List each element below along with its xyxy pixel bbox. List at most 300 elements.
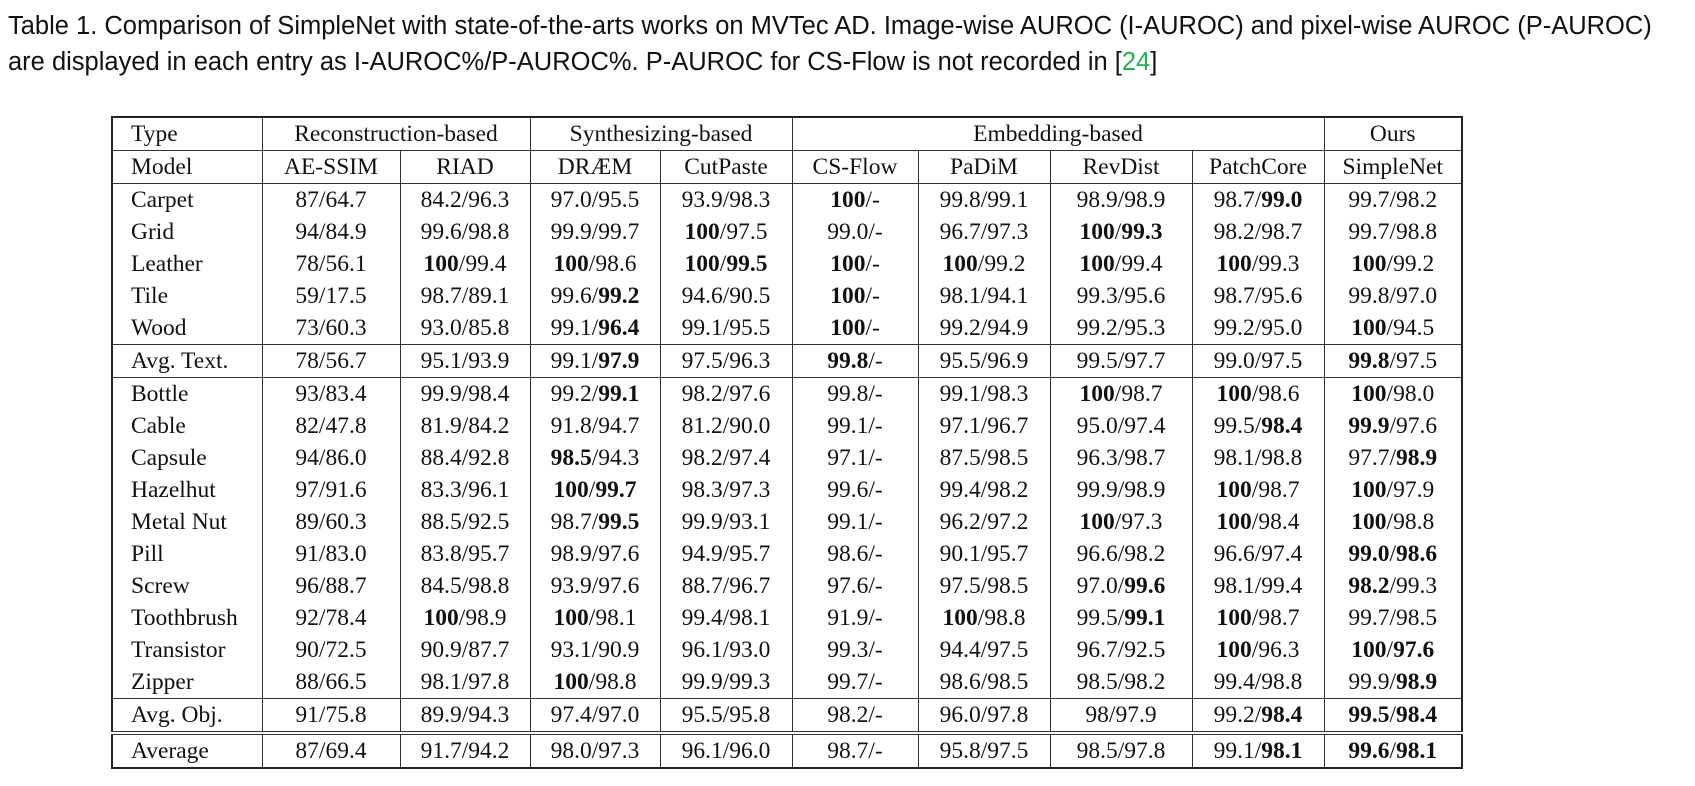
separator: / [318,315,326,341]
table-cell [792,666,918,699]
separator: / [591,283,599,309]
table-cell [1050,538,1192,570]
model-label: Model [112,151,262,184]
p-auroc-value: 97.4 [729,445,771,471]
row-label: Capsule [112,442,262,474]
table-cell [530,733,660,768]
i-auroc-value: 100 [1216,381,1252,407]
group-synthesizing: Synthesizing-based [530,117,792,151]
table-cell [1324,602,1462,634]
table-cell [792,248,918,280]
i-auroc-value: 100 [684,219,720,245]
p-auroc-value: 97.5 [987,738,1029,764]
table-cell [1192,666,1324,699]
i-auroc-value: 96.1 [681,738,723,764]
i-auroc-value: 98 [1085,702,1109,728]
i-auroc-value: 99.0 [827,219,869,245]
separator: / [1117,637,1125,663]
table-cell [1050,312,1192,345]
i-auroc-value: 97.4 [550,702,592,728]
table-row [112,733,1462,768]
i-auroc-value: 99.6 [550,283,592,309]
separator: / [722,381,730,407]
row-label: Leather [112,248,262,280]
separator: / [722,348,730,374]
table-cell [1324,634,1462,666]
p-auroc-value: - [871,187,880,213]
i-auroc-value: 98.7 [420,283,462,309]
table-row [112,570,1462,602]
i-auroc-value: 96.7 [1076,637,1118,663]
i-auroc-value: 100 [830,283,866,309]
table-cell [1324,248,1462,280]
separator: / [318,283,326,309]
separator: / [722,283,730,309]
separator: / [461,509,469,535]
i-auroc-value: 97.5 [681,348,723,374]
table-cell [262,442,400,474]
table-cell [918,538,1050,570]
i-auroc-value: 99.1 [1213,738,1255,764]
table-cell [918,602,1050,634]
separator: / [1386,509,1394,535]
row-label: Cable [112,410,262,442]
table-cell [918,506,1050,538]
separator: / [1389,413,1397,439]
i-auroc-value: 99.6 [420,219,462,245]
table-cell [1050,410,1192,442]
table-cell [1324,184,1462,217]
p-auroc-value: 99.1 [987,187,1029,213]
p-auroc-value: 84.2 [468,413,510,439]
separator: / [980,702,988,728]
separator: / [980,445,988,471]
p-auroc-value: 98.7 [1124,445,1166,471]
i-auroc-value: 91.8 [550,413,592,439]
table-cell [530,248,660,280]
table-cell [660,634,792,666]
model-header: RevDist [1050,151,1192,184]
type-header-row [112,117,1462,151]
p-auroc-value: 88.7 [325,573,367,599]
separator: / [1251,637,1259,663]
separator: / [868,605,875,631]
table-cell [530,538,660,570]
separator: / [1114,381,1122,407]
table-cell [262,216,400,248]
p-auroc-value: 97.9 [1393,477,1435,503]
table-cell [1324,699,1462,734]
p-auroc-value: 97.6 [1396,413,1438,439]
separator: / [318,573,326,599]
i-auroc-value: 99.5 [1348,702,1390,728]
separator: / [461,573,469,599]
i-auroc-value: 98.6 [939,669,981,695]
p-auroc-value: 86.0 [325,445,367,471]
separator: / [318,605,326,631]
i-auroc-value: 96.6 [1213,541,1255,567]
i-auroc-value: 91.7 [420,738,462,764]
p-auroc-value: 93.1 [729,509,771,535]
p-auroc-value: 84.9 [325,219,367,245]
p-auroc-value: - [874,348,883,374]
i-auroc-value: 99.4 [939,477,981,503]
p-auroc-value: 60.3 [325,315,367,341]
table-cell [262,538,400,570]
results-table-wrapper [111,116,1463,769]
separator: / [722,669,730,695]
separator: / [980,381,988,407]
separator: / [1114,219,1122,245]
separator: / [1117,605,1125,631]
p-auroc-value: 98.5 [987,669,1029,695]
table-cell [262,570,400,602]
p-auroc-value: 97.3 [598,738,640,764]
p-auroc-value: - [871,251,880,277]
i-auroc-value: 92 [295,605,319,631]
separator: / [980,738,988,764]
i-auroc-value: 99.2 [550,381,592,407]
i-auroc-value: 83.8 [420,541,462,567]
i-auroc-value: 98.0 [550,738,592,764]
p-auroc-value: 91.6 [325,477,367,503]
table-cell [1324,442,1462,474]
table-cell [660,474,792,506]
i-auroc-value: 83.3 [420,477,462,503]
results-table-body [112,184,1462,769]
separator: / [461,669,469,695]
model-header: CS-Flow [792,151,918,184]
table-cell [530,570,660,602]
i-auroc-value: 94.9 [681,541,723,567]
i-auroc-value: 87.5 [939,445,981,471]
table-cell [262,345,400,378]
table-row [112,699,1462,734]
p-auroc-value: - [874,219,883,245]
i-auroc-value: 99.4 [1213,669,1255,695]
table-cell [792,378,918,411]
separator: / [1251,605,1259,631]
table-cell [1192,345,1324,378]
i-auroc-value: 99.7 [1348,219,1390,245]
table-cell [1192,570,1324,602]
separator: / [865,315,872,341]
separator: / [1108,702,1116,728]
i-auroc-value: 99.2 [1213,315,1255,341]
i-auroc-value: 87 [295,187,319,213]
row-label: Average [112,733,262,768]
i-auroc-value: 98.5 [1076,738,1118,764]
table-cell [262,378,400,411]
separator: / [1251,509,1259,535]
i-auroc-value: 96.6 [1076,541,1118,567]
p-auroc-value: 94.2 [468,738,510,764]
i-auroc-value: 90.1 [939,541,981,567]
caption-text: Table 1. Comparison of SimpleNet with state-of-the-arts works on MVTec AD. Image-wise AUROC (I-AUROC) and pixel-wise AUROC (P-AUROC) are displayed in each entry as I-AUROC%/P-AUROC%. P-AUROC for CS-Flow is not recorded in [ [8,12,1652,76]
i-auroc-value: 94.6 [681,283,723,309]
citation-link[interactable]: 24 [1121,48,1151,76]
table-cell [660,506,792,538]
table-cell [792,216,918,248]
table-cell [1324,312,1462,345]
p-auroc-value: 95.8 [729,702,771,728]
separator: / [461,413,469,439]
row-label: Transistor [112,634,262,666]
table-cell [792,442,918,474]
table-cell [1324,378,1462,411]
p-auroc-value: 97.7 [1124,348,1166,374]
p-auroc-value: 98.8 [1261,445,1303,471]
i-auroc-value: 100 [1216,509,1252,535]
p-auroc-value: - [874,445,883,471]
p-auroc-value: 95.7 [729,541,771,567]
p-auroc-value: 95.6 [1261,283,1303,309]
p-auroc-value: 97.8 [987,702,1029,728]
table-cell [918,378,1050,411]
i-auroc-value: 84.5 [420,573,462,599]
separator: / [977,251,985,277]
separator: / [318,669,326,695]
p-auroc-value: - [874,413,883,439]
table-cell [792,634,918,666]
separator: / [722,702,730,728]
group-reconstruction: Reconstruction-based [262,117,530,151]
separator: / [318,187,326,213]
table-row [112,602,1462,634]
p-auroc-value: 56.1 [325,251,367,277]
p-auroc-value: 98.7 [1121,381,1163,407]
table-cell [530,634,660,666]
i-auroc-value: 100 [1216,637,1252,663]
table-cell [660,216,792,248]
i-auroc-value: 97.6 [827,573,869,599]
separator: / [461,477,469,503]
table-cell [1192,312,1324,345]
table-cell [1324,345,1462,378]
table-cell [1192,474,1324,506]
table-cell [918,699,1050,734]
separator: / [588,477,596,503]
separator: / [461,219,469,245]
p-auroc-value: 99.2 [1393,251,1435,277]
i-auroc-value: 98.7 [1213,283,1255,309]
separator: / [1254,283,1262,309]
separator: / [591,573,599,599]
p-auroc-value: 98.2 [1124,669,1166,695]
separator: / [1117,283,1125,309]
caption-close: ] [1150,48,1158,76]
table-cell [660,184,792,217]
i-auroc-value: 98.5 [550,445,592,471]
p-auroc-value: - [874,702,883,728]
p-auroc-value: - [874,738,883,764]
separator: / [591,541,599,567]
table-cell [918,474,1050,506]
separator: / [461,702,469,728]
i-auroc-value: 100 [1351,477,1387,503]
i-auroc-value: 98.7 [550,509,592,535]
separator: / [1254,669,1262,695]
separator: / [722,413,730,439]
table-cell [530,410,660,442]
table-cell [1192,634,1324,666]
row-label: Avg. Text. [112,345,262,378]
p-auroc-value: 95.7 [987,541,1029,567]
table-cell [400,378,530,411]
i-auroc-value: 100 [1079,509,1115,535]
p-auroc-value: 92.8 [468,445,510,471]
separator: / [868,573,875,599]
separator: / [318,477,326,503]
table-cell [660,345,792,378]
separator: / [868,738,875,764]
i-auroc-value: 100 [830,315,866,341]
i-auroc-value: 97.5 [939,573,981,599]
p-auroc-value: - [874,477,883,503]
row-label: Carpet [112,184,262,217]
p-auroc-value: 98.7 [1261,219,1303,245]
table-cell [262,248,400,280]
i-auroc-value: 93.9 [550,573,592,599]
p-auroc-value: 97.8 [1124,738,1166,764]
i-auroc-value: 99.8 [1348,283,1390,309]
p-auroc-value: 56.7 [325,348,367,374]
p-auroc-value: 99.3 [1396,573,1438,599]
table-cell [918,410,1050,442]
separator: / [1117,413,1125,439]
separator: / [1117,477,1125,503]
p-auroc-value: 99.4 [1261,573,1303,599]
p-auroc-value: 98.6 [1258,381,1300,407]
table-cell [918,280,1050,312]
p-auroc-value: 98.1 [595,605,637,631]
i-auroc-value: 99.8 [939,187,981,213]
p-auroc-value: 98.9 [1396,445,1438,471]
separator: / [461,445,469,471]
model-header: DRÆM [530,151,660,184]
table-row [112,538,1462,570]
separator: / [1389,348,1397,374]
i-auroc-value: 90 [295,637,319,663]
p-auroc-value: 94.5 [1393,315,1435,341]
i-auroc-value: 99.4 [681,605,723,631]
p-auroc-value: 98.2 [1396,187,1438,213]
separator: / [461,637,469,663]
separator: / [591,445,599,471]
p-auroc-value: 98.4 [468,381,510,407]
p-auroc-value: 98.1 [1261,738,1303,764]
i-auroc-value: 98.1 [1213,573,1255,599]
i-auroc-value: 73 [295,315,319,341]
p-auroc-value: 97.6 [729,381,771,407]
separator: / [591,187,599,213]
separator: / [719,251,727,277]
separator: / [588,251,596,277]
table-cell [1192,699,1324,734]
p-auroc-value: 99.2 [984,251,1026,277]
separator: / [318,445,326,471]
i-auroc-value: 100 [1079,381,1115,407]
i-auroc-value: 88.7 [681,573,723,599]
p-auroc-value: 90.9 [598,637,640,663]
row-label: Metal Nut [112,506,262,538]
model-header: SimpleNet [1324,151,1462,184]
table-cell [660,602,792,634]
p-auroc-value: 96.3 [1258,637,1300,663]
i-auroc-value: 99.3 [827,637,869,663]
i-auroc-value: 99.5 [1076,348,1118,374]
table-row [112,634,1462,666]
p-auroc-value: 92.5 [1124,637,1166,663]
separator: / [865,187,872,213]
p-auroc-value: 99.3 [729,669,771,695]
table-cell [1192,216,1324,248]
row-label: Grid [112,216,262,248]
p-auroc-value: 97.8 [468,669,510,695]
i-auroc-value: 96.1 [681,637,723,663]
p-auroc-value: 69.4 [325,738,367,764]
table-cell [530,312,660,345]
separator: / [868,477,875,503]
i-auroc-value: 98.3 [681,477,723,503]
p-auroc-value: 83.0 [325,541,367,567]
table-cell [530,345,660,378]
p-auroc-value: 98.3 [987,381,1029,407]
table-cell [792,312,918,345]
separator: / [722,605,730,631]
separator: / [722,573,730,599]
separator: / [318,381,326,407]
p-auroc-value: 98.8 [468,573,510,599]
table-row [112,442,1462,474]
separator: / [868,509,875,535]
p-auroc-value: 97.5 [1396,348,1438,374]
separator: / [722,637,730,663]
i-auroc-value: 99.1 [550,348,592,374]
i-auroc-value: 99.8 [827,348,869,374]
i-auroc-value: 95.5 [939,348,981,374]
p-auroc-value: 97.0 [1396,283,1438,309]
table-cell [1192,248,1324,280]
separator: / [868,348,875,374]
p-auroc-value: 98.7 [1258,605,1300,631]
table-row [112,666,1462,699]
separator: / [980,283,988,309]
separator: / [1386,315,1394,341]
separator: / [461,541,469,567]
i-auroc-value: 99.7 [1348,187,1390,213]
table-cell [1324,216,1462,248]
p-auroc-value: 93.9 [468,348,510,374]
table-cell [660,312,792,345]
separator: / [1389,219,1397,245]
p-auroc-value: 17.5 [325,283,367,309]
table-cell [1050,442,1192,474]
i-auroc-value: 96.0 [939,702,981,728]
p-auroc-value: 98.2 [987,477,1029,503]
i-auroc-value: 100 [1216,251,1252,277]
separator: / [591,348,599,374]
p-auroc-value: - [874,605,883,631]
table-cell [400,345,530,378]
i-auroc-value: 100 [942,605,978,631]
table-cell [1324,666,1462,699]
separator: / [1389,573,1397,599]
p-auroc-value: 97.9 [1115,702,1157,728]
i-auroc-value: 88.4 [420,445,462,471]
i-auroc-value: 98.1 [1213,445,1255,471]
i-auroc-value: 97.0 [550,187,592,213]
